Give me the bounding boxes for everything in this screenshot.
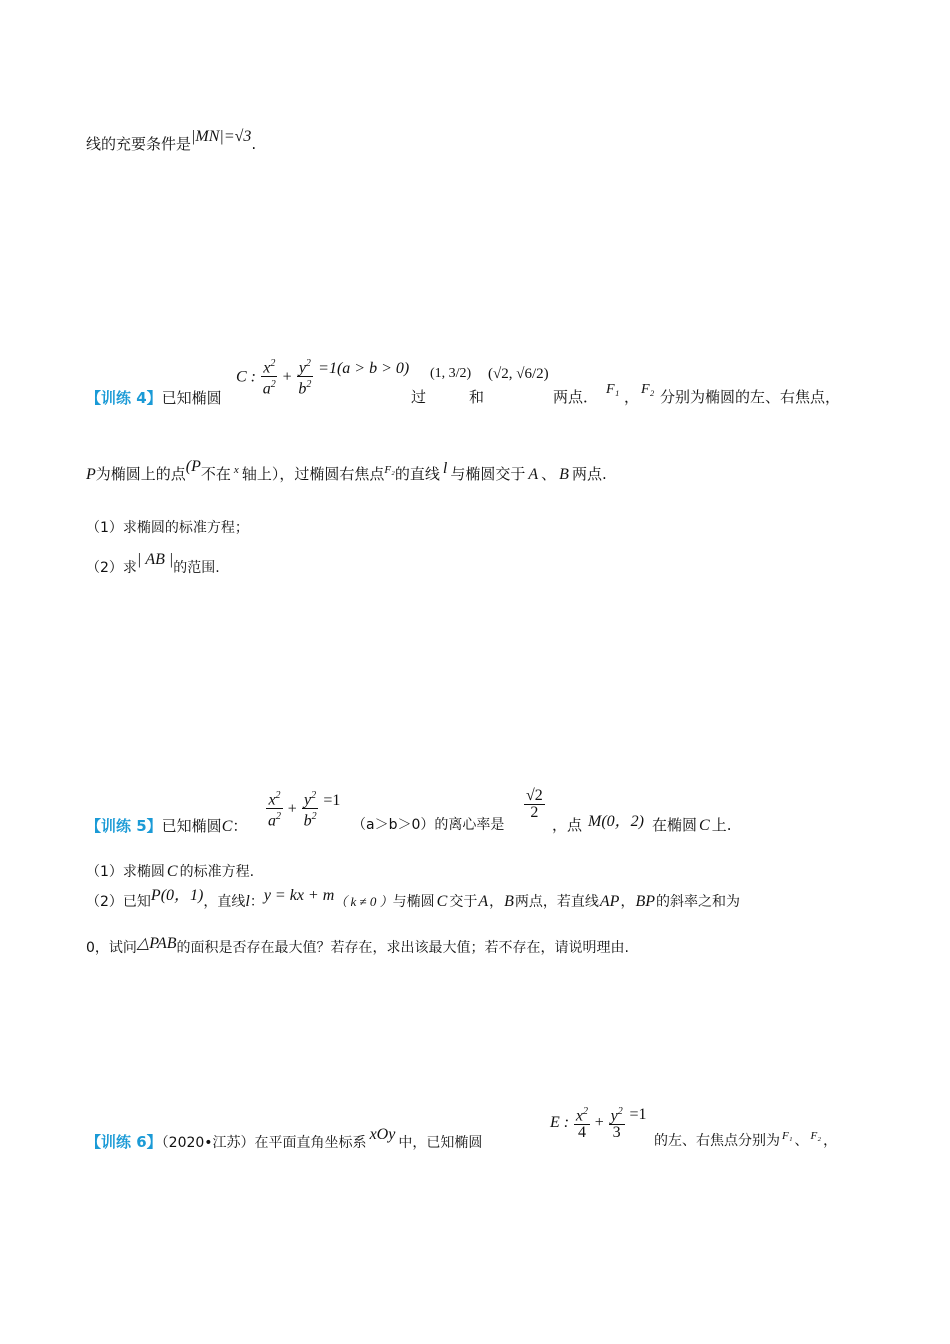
text: 过 [411,388,427,406]
text: 的标准方程. [179,864,255,880]
math-bp: BP [635,893,655,910]
frac-x2-4: $\frac{x^2}{4}$ [575,1106,588,1142]
text: ： [232,817,248,835]
text: 已知椭圆 [161,389,222,407]
text: 和 [469,388,485,406]
text: 的左、右焦点分别为 [654,1133,780,1149]
text: 的直线 [394,465,440,483]
text: ，点 [552,816,583,834]
text: ， [620,894,635,910]
training-tag: 【训练 6】 [86,1133,162,1151]
frac-y2-b2: $\frac{y^2}{b^2}$ [298,358,312,398]
math-a: A [528,466,539,483]
text: （2）求 [86,560,137,576]
text: 中，已知椭圆 [398,1135,483,1151]
math-f1: F₁ [782,1130,793,1142]
text: 在椭圆 [652,816,698,834]
math-b: B [504,893,514,910]
text: ， [489,894,504,910]
text: 交于 [449,894,478,910]
text: 的范围. [173,560,220,576]
training-4-line-2 [86,458,607,486]
math-c: C [699,817,710,834]
math-c: C [221,818,233,835]
training-5-line-1 [86,814,247,838]
text: . [251,135,257,153]
math-cond: =1(a > b > 0) [318,360,410,378]
math-mn: |MN|=√3 [191,128,252,145]
math-f1: F₁ [606,382,620,397]
text: 的斜率之和为 [656,894,740,910]
math-f2: F₂ [384,464,395,476]
eccentricity [524,788,545,821]
training-6-line-1 [86,1126,483,1154]
text: 两点． [553,388,599,406]
text: 两点. [571,465,607,483]
math-p1: (1, 3/2) [430,366,472,381]
math-eq1: =1 [323,792,341,810]
math-l: l [245,893,250,910]
text-guo [411,386,426,407]
training-5-q2 [86,887,740,914]
text: 已知椭圆 [161,817,222,835]
point-1 [430,366,471,382]
text: 两点，若直线 [514,894,599,910]
f2 [641,382,654,398]
training-5-q1 [86,860,254,884]
point-2 [488,366,549,383]
text: 、 [541,465,557,483]
training-4-q1 [86,516,249,540]
ellipse-equation: C : $\frac{x^2}{a^2}$ + $\frac{y^2}{b^2}$ =1(a > b > 0) [236,358,410,398]
text-c [652,814,731,835]
math-p2: (P [185,458,201,475]
ellipse-equation-6: E : $\frac{x^2}{4}$ + $\frac{y^2}{3}$ =1 [550,1106,647,1142]
frac-y2-3: $\frac{y^2}{3}$ [610,1106,623,1142]
point-m [588,808,644,831]
math-ap: AP [599,893,620,910]
text: ，直线 [203,894,246,910]
math-triangle: △PAB [136,935,177,952]
text: 0，试问 [86,940,137,956]
math-c: C [436,893,448,910]
text: ： [249,894,264,910]
math-ab: | AB | [136,551,174,568]
text-line-1 [86,128,257,156]
text: （2）已知 [86,894,151,910]
text: 的面积是否存在最大值？若存在，求出该最大值；若不存在，请说明理由. [176,940,629,956]
frac-x2-a2: $\frac{x^2}{a^2}$ [262,358,276,398]
text: 、 [794,1133,809,1149]
text: （1）求椭圆的标准方程； [86,520,249,536]
math-p: P [86,466,96,483]
text: 为椭圆上的点 [95,465,186,483]
math-f2: F₂ [641,382,655,397]
math-p: P(0，1) [150,887,204,904]
math-c: C : [236,368,256,386]
text: ， [823,1133,838,1149]
text: 分别为椭圆的左、右焦点， [660,388,841,406]
text-b [553,386,598,407]
text: （a＞b＞0）的离心率是 [352,817,505,833]
text: （1）求椭圆 [86,864,165,880]
text-c2 [660,386,840,407]
training-4-q2 [86,551,220,580]
training-tag: 【训练 4】 [86,389,162,407]
training-4-line-1 [86,386,222,410]
frac-sqrt2-2: $\frac{√2}{2}$ [526,787,543,821]
text-he [469,386,484,407]
math-x: x [233,464,239,476]
text-cond [352,814,504,834]
training-5-line-3 [86,936,629,960]
text: 轴上），过椭圆右焦点 [241,465,385,483]
text-b [552,814,582,835]
math-a: A [478,893,489,910]
math-c: C [166,863,178,880]
text: 与椭圆交于 [450,465,526,483]
ellipse-equation-5: $\frac{x^2}{a^2}$ + $\frac{y^2}{b^2}$ =1 [268,790,341,830]
math-xoy: xOy [369,1126,396,1143]
text: （2020•江苏）在平面直角坐标系 [161,1135,367,1151]
text: 线的充要条件是 [86,135,192,153]
text-c [654,1130,837,1150]
text: ， [624,388,640,406]
math-eq1: =1 [629,1106,647,1124]
text: 不在 [200,465,231,483]
math-l: l [442,460,448,477]
comma [624,386,639,407]
f1 [606,382,619,398]
frac-y2-b2: $\frac{y^2}{b^2}$ [303,790,317,830]
math-b: B [559,466,569,483]
math-p2: (√2, √6/2) [488,366,549,382]
text: 与椭圆 [392,894,435,910]
math-eq: y = kx + m [263,887,335,904]
frac-x2-a2: $\frac{x^2}{a^2}$ [268,790,281,830]
math-f2: F₂ [810,1130,822,1142]
training-tag: 【训练 5】 [86,817,162,835]
text: 上. [711,816,732,834]
math-m: M(0，2) [588,813,644,830]
math-e: E : [550,1114,570,1132]
math-k: （ k ≠ 0 ） [334,894,393,909]
